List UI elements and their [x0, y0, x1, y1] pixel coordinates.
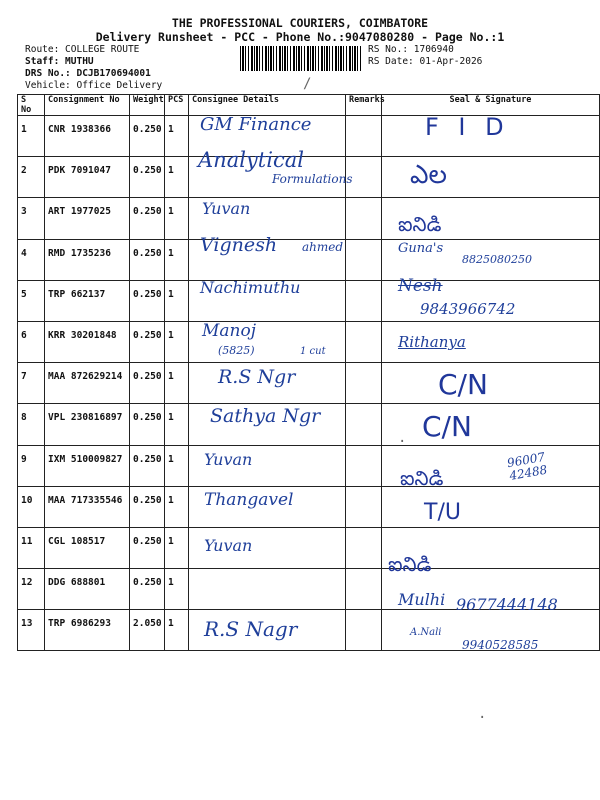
row-pcs: 1: [165, 569, 189, 610]
row-consignment-no: ART 1977025: [45, 198, 130, 239]
handwritten-phone: 8825080250: [462, 253, 532, 266]
row-weight: 0.250: [130, 116, 165, 157]
row-remarks: [346, 239, 382, 280]
row-weight: 0.250: [130, 321, 165, 362]
handwritten-signature: ఐనిడి: [388, 552, 432, 576]
row-pcs: 1: [165, 610, 189, 651]
row-sno: 3: [18, 198, 45, 239]
pen-mark: /: [303, 76, 312, 92]
handwritten-signature: Nesh: [398, 276, 443, 296]
row-consignment-no: CGL 108517: [45, 527, 130, 568]
row-pcs: 1: [165, 198, 189, 239]
table-row: [18, 527, 600, 568]
company-title: THE PROFESSIONAL COURIERS, COIMBATORE: [171, 16, 429, 30]
pen-mark: ·: [478, 710, 487, 726]
row-pcs: 1: [165, 445, 189, 486]
row-consignment-no: CNR 1938366: [45, 116, 130, 157]
row-remarks: [346, 445, 382, 486]
row-sno: 12: [18, 569, 45, 610]
row-remarks: [346, 116, 382, 157]
table-row: [18, 363, 600, 404]
table-row: [18, 198, 600, 239]
row-sno: 6: [18, 321, 45, 362]
row-consignee: [189, 569, 346, 610]
row-consignment-no: KRR 30201848: [45, 321, 130, 362]
row-consignment-no: MAA 717335546: [45, 486, 130, 527]
col-pcs: PCS: [165, 95, 189, 116]
row-consignment-no: PDK 7091047: [45, 157, 130, 198]
handwritten-phone: 96007 42488: [506, 449, 549, 484]
row-weight: 2.050: [130, 610, 165, 651]
row-sno: 11: [18, 527, 45, 568]
staff-label: Staff: MUTHU: [25, 56, 94, 67]
handwritten-phone: 9940528585: [462, 638, 539, 652]
row-signature: [382, 404, 600, 445]
handwritten-signature: F I D: [425, 113, 510, 141]
row-pcs: 1: [165, 157, 189, 198]
row-remarks: [346, 610, 382, 651]
row-pcs: 1: [165, 116, 189, 157]
rs-date: RS Date: 01-Apr-2026: [368, 56, 483, 67]
row-weight: 0.250: [130, 445, 165, 486]
row-pcs: 1: [165, 280, 189, 321]
col-sno: S No: [18, 95, 45, 116]
handwritten-signature: C/N: [422, 410, 472, 443]
vehicle-label: Vehicle: Office Delivery: [25, 80, 163, 91]
row-consignment-no: TRP 6986293: [45, 610, 130, 651]
handwritten-consignee: (5825): [218, 344, 255, 357]
row-weight: 0.250: [130, 569, 165, 610]
row-remarks: [346, 363, 382, 404]
col-remarks: Remarks: [346, 95, 382, 116]
row-weight: 0.250: [130, 363, 165, 404]
handwritten-consignee: 1 cut: [300, 346, 326, 357]
col-weight: Weight: [130, 95, 165, 116]
handwritten-consignee: GM Finance: [200, 114, 312, 135]
row-weight: 0.250: [130, 486, 165, 527]
table-row: [18, 486, 600, 527]
row-remarks: [346, 321, 382, 362]
row-pcs: 1: [165, 486, 189, 527]
handwritten-signature: A.Nali: [410, 627, 442, 638]
handwritten-signature: Mulhi: [398, 590, 446, 609]
handwritten-consignee: Sathya Ngr: [210, 405, 321, 427]
handwritten-consignee: Manoj: [202, 321, 256, 341]
row-remarks: [346, 404, 382, 445]
row-consignment-no: RMD 1735236: [45, 239, 130, 280]
row-weight: 0.250: [130, 239, 165, 280]
row-consignment-no: IXM 510009827: [45, 445, 130, 486]
table-header-row: [18, 95, 600, 116]
row-sno: 1: [18, 116, 45, 157]
handwritten-consignee: Nachimuthu: [200, 278, 301, 297]
col-signature: Seal & Signature: [382, 95, 600, 116]
row-pcs: 1: [165, 527, 189, 568]
handwritten-phone: 9843966742: [420, 300, 516, 318]
handwritten-consignee: Analytical: [198, 148, 304, 172]
route-label: Route: COLLEGE ROUTE: [25, 44, 140, 55]
handwritten-consignee: ahmed: [302, 240, 344, 254]
handwritten-consignee: Yuvan: [202, 199, 251, 218]
row-consignment-no: MAA 872629214: [45, 363, 130, 404]
handwritten-consignee: Yuvan: [204, 450, 253, 469]
handwritten-signature: Guna's: [398, 241, 444, 256]
handwritten-consignee: R.S Nagr: [204, 617, 298, 641]
row-sno: 5: [18, 280, 45, 321]
row-weight: 0.250: [130, 280, 165, 321]
row-sno: 7: [18, 363, 45, 404]
handwritten-signature: T/U: [424, 500, 461, 525]
row-weight: 0.250: [130, 157, 165, 198]
row-sno: 13: [18, 610, 45, 651]
row-remarks: [346, 569, 382, 610]
handwritten-consignee: Vignesh: [200, 234, 278, 256]
row-weight: 0.250: [130, 198, 165, 239]
row-weight: 0.250: [130, 404, 165, 445]
drs-number: DRS No.: DCJB170694001: [25, 68, 151, 79]
handwritten-consignee: Formulations: [272, 172, 353, 186]
runsheet-subtitle: Delivery Runsheet - PCC - Phone No.:9047080280 - Page No.:1: [95, 30, 505, 44]
row-pcs: 1: [165, 239, 189, 280]
handwritten-consignee: R.S Ngr: [218, 366, 296, 388]
row-sno: 2: [18, 157, 45, 198]
row-remarks: [346, 527, 382, 568]
row-consignment-no: TRP 662137: [45, 280, 130, 321]
row-pcs: 1: [165, 363, 189, 404]
row-weight: 0.250: [130, 527, 165, 568]
row-pcs: 1: [165, 321, 189, 362]
col-consignee: Consignee Details: [189, 95, 346, 116]
handwritten-signature: ఐనిడి: [398, 212, 442, 236]
row-consignment-no: VPL 230816897: [45, 404, 130, 445]
row-sno: 9: [18, 445, 45, 486]
row-sno: 10: [18, 486, 45, 527]
handwritten-signature: Rithanya: [398, 333, 466, 351]
row-consignment-no: DDG 688801: [45, 569, 130, 610]
rs-number: RS No.: 1706940: [368, 44, 454, 55]
row-remarks: [346, 280, 382, 321]
pen-mark: ·: [398, 434, 407, 450]
row-signature: [382, 363, 600, 404]
handwritten-consignee: Thangavel: [204, 490, 294, 510]
barcode-image: [240, 46, 362, 71]
handwritten-signature: C/N: [438, 368, 488, 401]
row-pcs: 1: [165, 404, 189, 445]
row-sno: 8: [18, 404, 45, 445]
handwritten-signature: ఎల: [410, 160, 447, 190]
row-remarks: [346, 486, 382, 527]
row-remarks: [346, 198, 382, 239]
handwritten-signature: ఐనిడి: [400, 466, 444, 490]
handwritten-phone: 9677444148: [456, 595, 558, 614]
handwritten-consignee: Yuvan: [204, 536, 253, 555]
row-sno: 4: [18, 239, 45, 280]
col-consignment: Consignment No: [45, 95, 130, 116]
